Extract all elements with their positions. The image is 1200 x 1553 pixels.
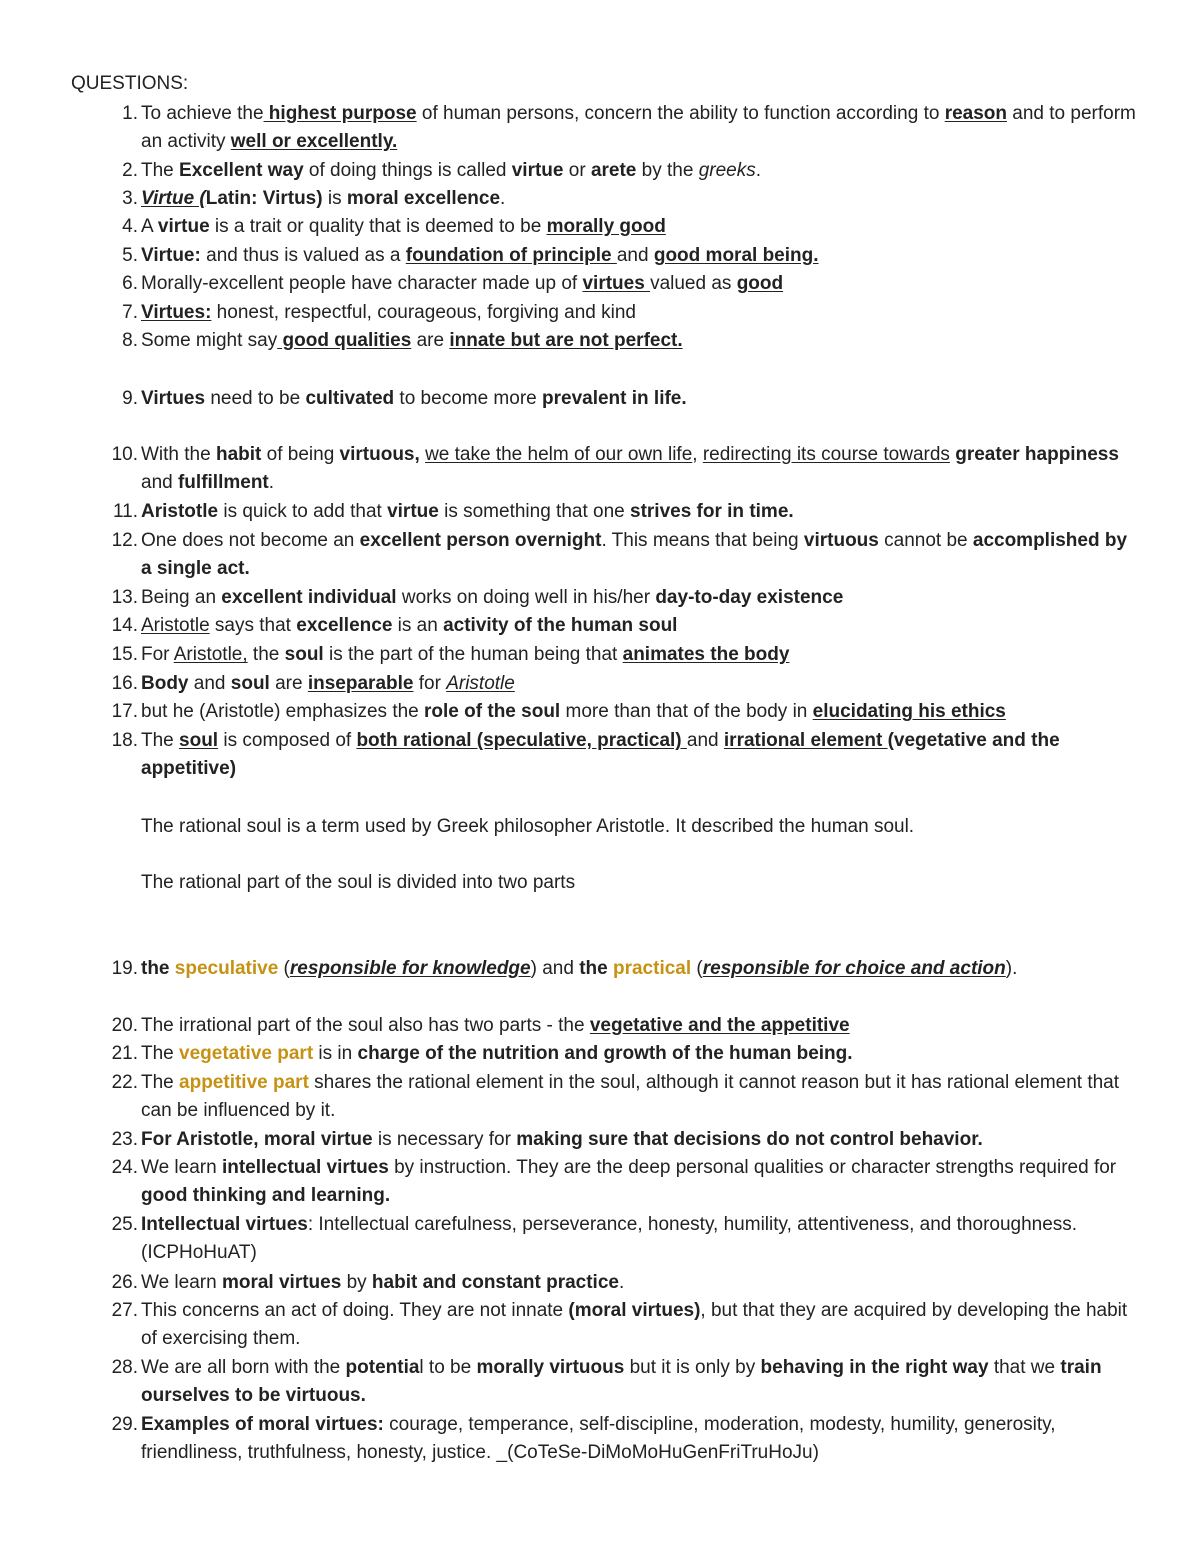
text-run: good [736,273,784,294]
list-item-number: 1. [122,103,138,124]
text-run: The [141,730,180,751]
list-item [100,1354,1140,1411]
list-item-text [141,299,1140,327]
text-run: the [579,958,608,979]
text-run: One does not become an [141,530,360,551]
text-run: more than that of the body in [560,701,813,722]
text-run: virtue [157,216,210,237]
text-run: For Aristotle, [141,1129,259,1150]
text-run: good moral being. [653,245,819,266]
list-item [100,498,1140,526]
text-run: , but that they are acquired by developing the habit of exercising them. [141,1300,1128,1350]
list-item-text [141,527,1140,584]
list-item-text [141,1040,1140,1068]
list-item-text [141,213,1140,241]
text-run: virtuous [803,530,879,551]
text-run: by the [636,160,699,181]
text-run: works on doing well in his/her [396,587,656,608]
text-run: To achieve the [141,103,264,124]
text-run: arete [590,160,637,181]
text-run: good qualities [277,330,412,351]
text-run: With the [141,444,216,465]
text-run: Virtues: [141,302,212,323]
text-run: morally virtuous [476,1357,625,1378]
text-run: valued as [650,273,737,294]
list-item-text [141,955,1140,983]
list-item-number: 18. [111,730,138,751]
paragraph: The rational part of the soul is divided into two parts [141,872,576,893]
text-run: Being an [141,587,222,608]
text-run: need to be [205,388,306,409]
text-run: intellectual virtues [221,1157,389,1178]
text-run: Virtue ( [141,188,206,209]
list-item-number: 13. [111,587,138,608]
list-item-text [141,727,1140,784]
text-run: is quick to add that [218,501,388,522]
text-run: We learn [141,1157,222,1178]
text-run: Aristotle [141,501,219,522]
list-item-text [141,185,1140,213]
text-run: foundation of principle [405,245,617,266]
text-run: is an [392,615,444,636]
text-run: highest purpose [263,103,417,124]
list-item-number: 28. [111,1357,138,1378]
text-run: the [141,958,170,979]
text-run: Virtue: [141,245,201,266]
list-item [100,100,1140,157]
list-item-number: 16. [111,673,138,694]
text-run: Some might say [141,330,278,351]
list-item-text [141,270,1140,298]
text-run: but he (Aristotle) emphasizes the [141,701,425,722]
list-item-text [141,584,1140,612]
list-item [100,1012,1140,1040]
list-item-number: 27. [111,1300,138,1321]
text-run: A [141,216,158,237]
text-run: greater happiness [955,444,1119,465]
text-run: , [692,444,703,465]
text-run: We learn [141,1272,222,1293]
list-item-text [141,498,1140,526]
list-item-number: 24. [111,1157,138,1178]
text-run: (moral virtues) [568,1300,701,1321]
list-item [100,612,1140,640]
list-item-text [141,1069,1140,1126]
list-item-number: 9. [122,388,138,409]
list-item [100,242,1140,270]
list-item-number: 14. [111,615,138,636]
text-run: we take the helm of our own life [425,444,693,465]
text-run: . [618,1272,625,1293]
text-run: strives for in time. [630,501,794,522]
list-item [100,1154,1140,1211]
list-item-number: 15. [111,644,138,665]
text-run: Morally-excellent people have character made up of [141,273,583,294]
list-item-number: 6. [122,273,138,294]
list-item [100,641,1140,669]
text-run: says that [209,615,297,636]
text-run: and [141,472,178,494]
list-item-text [141,242,1140,270]
text-run: of human persons, concern the ability to function according to [416,103,945,124]
text-run: excellent person overnight [359,530,602,551]
list-item [100,727,1140,784]
text-run: soul [230,673,270,694]
list-item-number: 17. [111,701,138,722]
text-run: and thus is valued as a [200,245,406,266]
text-run: by [341,1272,372,1293]
text-run: elucidating his ethics [812,701,1006,722]
list-item-text [141,1126,1140,1154]
list-item [100,385,1140,413]
text-run: potentia [345,1357,420,1378]
text-run: This concerns an act of doing. They are not innate [141,1300,569,1321]
list-item-text [141,1211,1140,1268]
list-item-text [141,1354,1140,1411]
text-run: Intellectual virtues [141,1214,308,1235]
list-item-text [141,698,1140,726]
list-item [100,1269,1140,1297]
list-item [100,955,1140,983]
text-run: Aristotle, [173,644,248,665]
list-item-text [141,1411,1140,1468]
text-run: irrational element [723,730,888,751]
text-run: the [247,644,285,665]
list-item-text [141,385,1140,413]
list-item [100,1411,1140,1468]
text-run: ( [278,958,290,979]
text-run: For [141,644,174,665]
text-run: or [563,160,591,181]
text-run: moral virtue [263,1129,373,1150]
text-run: is necessary for [372,1129,517,1150]
text-run: is in [313,1043,358,1064]
text-run: soul [179,730,219,751]
text-run: fulfillment [177,472,269,494]
text-run: courage, temperance, self-discipline, moderation, modesty, humility, generosity, friendliness, truthfulness, honesty, justice. _(CoTeSe-DiMoMoHuGenFriTruHoJu) [141,1414,1056,1464]
text-run: Aristotle [141,615,210,636]
text-run: virtue [387,501,439,522]
text-run: habit [215,444,262,465]
list-item-number: 10. [111,444,138,465]
text-run: of being [261,444,340,465]
text-run: by instruction. They are the deep personal qualities or character strengths required for [388,1157,1117,1178]
text-run: is something that one [438,501,630,522]
text-run: . This means that being [601,530,804,551]
list-item-text [141,441,1140,498]
text-run: moral virtues [221,1272,342,1293]
text-run: for [413,673,447,694]
list-item [100,1069,1140,1126]
text-run: honest, respectful, courageous, forgiving and kind [211,302,637,323]
list-item-text [141,100,1140,157]
text-run: behaving in the right way [760,1357,989,1378]
list-item-text [141,157,1140,185]
text-run: cultivated [305,388,395,409]
text-run: ( [691,958,703,979]
text-run: but it is only by [624,1357,761,1378]
list-item-number: 5. [122,245,138,266]
text-run: virtues [582,273,651,294]
text-run: Excellent way [179,160,304,181]
text-run: making sure that decisions do not control behavior. [516,1129,983,1150]
text-run: . [268,472,275,494]
list-item-number: 2. [122,160,138,181]
text-run: train ourselves to be virtuous. [141,1357,1102,1407]
list-item-number: 21. [111,1043,138,1064]
text-run: (vegetative and the appetitive) [141,730,1060,780]
text-run: prevalent in life. [542,388,687,409]
text-run: are [269,673,308,694]
text-run: soul [284,644,324,665]
text-run: activity of the human soul [443,615,678,636]
list-item [100,527,1140,584]
text-run: The [141,1043,180,1064]
list-item [100,1040,1140,1068]
text-run: . [500,188,506,209]
text-run: and [616,245,654,266]
text-run: responsible for knowledge [289,958,531,979]
text-run: l to be [419,1357,477,1378]
list-item-number: 26. [111,1272,138,1293]
text-run: that we [988,1357,1061,1378]
list-item-text [141,670,1140,698]
text-run: shares the rational element in the soul, although it cannot reason but it has rational element that can be influenced by it. [141,1072,1120,1122]
list-item-number: 7. [122,302,138,323]
list-item-number: 12. [111,530,138,551]
text-run: excellent individual [221,587,397,608]
text-run: greeks [698,160,756,181]
list-item [100,1211,1140,1268]
text-run: Examples of moral virtues: [141,1414,384,1435]
paragraph: The rational soul is a term used by Greek philosopher Aristotle. It described the human soul. [141,816,915,837]
list-item [100,157,1140,185]
text-run: Latin: Virtus) [205,188,323,209]
text-run: cannot be [878,530,973,551]
text-run: is [322,188,347,209]
text-run: morally good [546,216,666,237]
text-run: is the part of the human being that [323,644,623,665]
text-run: redirecting its course towards [702,444,950,465]
list-item-number: 11. [112,501,138,522]
text-run: ) and [530,958,580,979]
text-run: speculative [174,958,279,979]
text-run: and [686,730,724,751]
list-item [100,270,1140,298]
list-item-number: 23. [111,1129,138,1150]
list-item [100,584,1140,612]
text-run: of doing things is called [303,160,512,181]
text-run: good thinking and learning. [141,1185,391,1207]
list-item-number: 3. [122,188,138,209]
list-item-number: 25. [111,1214,138,1235]
text-run: ). [1005,958,1018,979]
text-run: : Intellectual carefulness, perseverance, honesty, humility, attentiveness, and thoroughness. (ICPHoHuAT) [141,1214,1078,1264]
list-item-number: 20. [111,1015,138,1036]
text-run: Virtues [141,388,206,409]
list-item [100,213,1140,241]
text-run: virtuous, [339,444,420,465]
text-run: both rational (speculative, practical) [356,730,687,751]
list-item [100,327,1140,355]
text-run: Aristotle [446,673,515,694]
list-item-text [141,1269,1140,1297]
list-item [100,1126,1140,1154]
text-run: excellence [296,615,393,636]
text-run: moral excellence [346,188,501,209]
text-run: . [755,160,761,181]
list-item-text [141,1012,1140,1040]
text-run: role of the soul [424,701,561,722]
text-run: vegetative and the appetitive [589,1015,850,1036]
list-item-number: 19. [111,958,138,979]
text-run: day-to-day existence [655,587,844,608]
text-run: animates the body [622,644,790,665]
text-run: Body [141,673,189,694]
list-item-text [141,641,1140,669]
text-run: innate but are not perfect. [449,330,683,351]
list-item-number: 29. [111,1414,138,1435]
list-item [100,698,1140,726]
text-run: responsible for choice and action [702,958,1006,979]
list-item-number: 8. [122,330,138,351]
questions-heading: QUESTIONS: [71,73,189,94]
list-item-text [141,1297,1140,1354]
list-item [100,299,1140,327]
text-run: vegetative part [179,1043,314,1064]
text-run: The [141,1072,180,1093]
text-run: reason [944,103,1008,124]
text-run: habit and constant practice [371,1272,619,1293]
list-item-number: 4. [122,216,138,237]
text-run: charge of the nutrition and growth of the human being. [357,1043,853,1064]
text-run: and [188,673,231,694]
text-run: accomplished by a single act. [141,530,1128,580]
text-run: to become more [394,388,542,409]
list-item-text [141,612,1140,640]
text-run: appetitive part [179,1072,309,1093]
text-run: and to perform an activity [141,103,1136,153]
text-run: well or excellently. [230,131,398,153]
text-run: practical [612,958,692,979]
text-run: is a trait or quality that is deemed to be [209,216,547,237]
list-item [100,441,1140,498]
list-item-text [141,1154,1140,1211]
text-run: The irrational part of the soul also has two parts - the [141,1015,590,1036]
list-item [100,1297,1140,1354]
list-item [100,185,1140,213]
text-run: We are all born with the [141,1357,346,1378]
text-run: are [411,330,450,351]
list-item-text [141,327,1140,355]
text-run: The [141,160,180,181]
list-item-number: 22. [111,1072,138,1093]
text-run: inseparable [307,673,414,694]
text-run: is composed of [218,730,357,751]
text-run: virtue [511,160,564,181]
list-item [100,670,1140,698]
